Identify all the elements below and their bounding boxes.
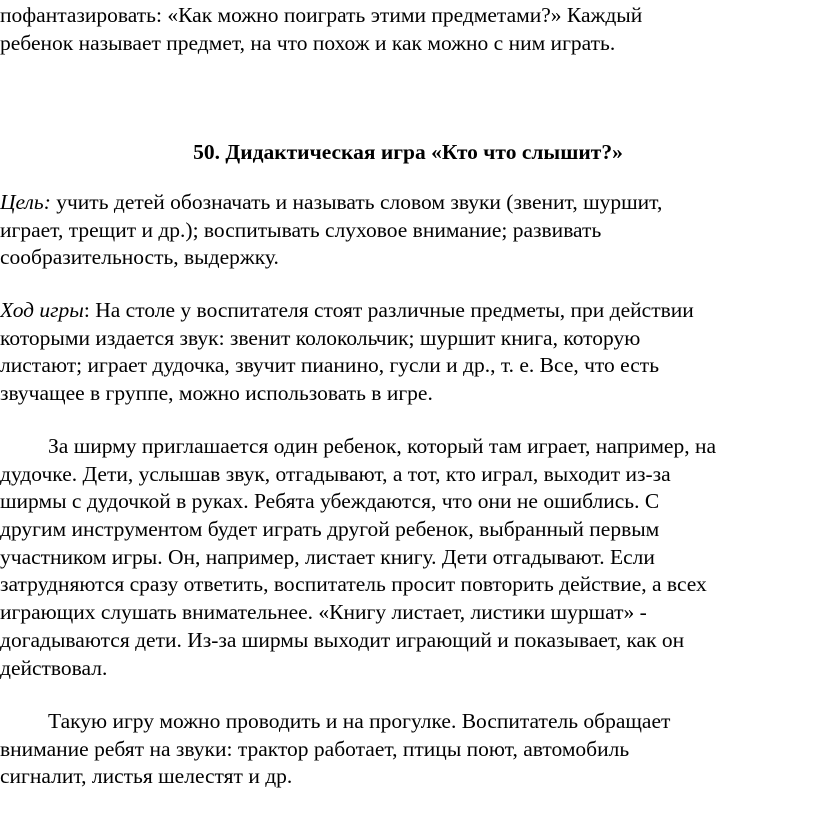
course-label: Ход игры (0, 298, 84, 322)
text-line (0, 189, 816, 217)
text-line: действовал. (0, 655, 108, 680)
text-line: листают; играет дудочка, звучит пианино, гусли и др., т. е. Все, что есть (0, 353, 659, 378)
goal-label: Цель: (0, 190, 51, 214)
text-line: которыми издается звук: звенит колокольчик; шуршит книга, которую (0, 325, 641, 350)
intro-paragraph (0, 2, 816, 57)
goal-text: учить детей обозначать и называть словом звуки (звенит, шуршит, (50, 190, 663, 214)
text-line: дудочке. Дети, услышав звук, отгадывают, а тот, кто играл, выходит из-за (0, 461, 671, 486)
text-line: сигналит, листья шелестят и др. (0, 764, 293, 789)
text-line: сообразительность, выдержку. (0, 245, 279, 270)
course-paragraph (0, 297, 816, 408)
text-line: участником игры. Он, например, листает книгу. Дети отгадывают. Если (0, 544, 655, 569)
text-line: За ширму приглашается один ребенок, который там играет, например, на (48, 434, 717, 458)
text-line (0, 297, 816, 325)
text-line: догадываются дети. Из-за ширмы выходит играющий и показывает, как он (0, 627, 685, 652)
text-line: Такую игру можно проводить и на прогулке. Воспитатель обращает (48, 709, 671, 733)
text-line: другим инструментом будет играть другой ребенок, выбранный первым (0, 517, 660, 542)
text-line: пофантазировать: «Как можно поиграть этими предметами?» Каждый (0, 3, 643, 27)
section-heading: 50. Дидактическая игра «Кто что слышит?» (193, 140, 623, 164)
text-line: звучащее в группе, можно использовать в игре. (0, 381, 433, 406)
body-paragraph-2 (0, 708, 816, 791)
text-line: внимание ребят на звуки: трактор работает, птицы поют, автомобиль (0, 736, 630, 761)
goal-paragraph (0, 189, 816, 272)
text-line: играет, трещит и др.); воспитывать слуховое внимание; развивать (0, 217, 602, 242)
text-line: затрудняются сразу ответить, воспитатель просит повторить действие, а всех (0, 572, 707, 597)
course-text: : На столе у воспитателя стоят различные предметы, при действии (83, 298, 694, 322)
text-line: играющих слушать внимательнее. «Книгу листает, листики шуршат» - (0, 600, 647, 625)
text-line: ребенок называет предмет, на что похож и как можно с ним играть. (0, 30, 616, 55)
body-paragraph-1 (0, 433, 816, 682)
text-line: ширмы с дудочкой в руках. Ребята убеждаются, что они не ошиблись. С (0, 489, 660, 514)
